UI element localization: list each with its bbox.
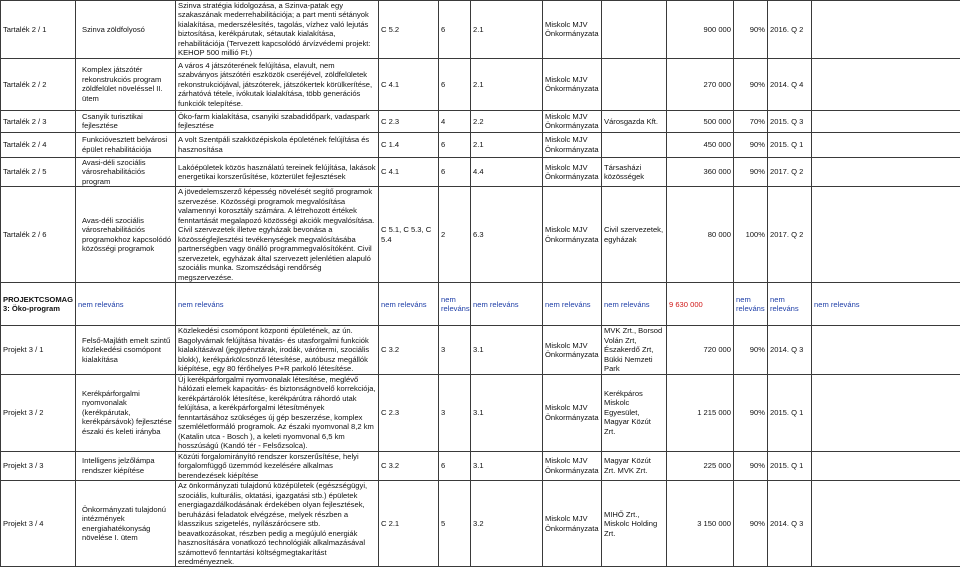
table-row (1, 58, 960, 110)
amount-cell: 900 000 (667, 1, 734, 59)
measure-cell: 3.1 (471, 326, 543, 374)
measure-cell: 2.1 (471, 58, 543, 110)
project-id-cell: Tartalék 2 / 2 (1, 58, 76, 110)
goal-cell: C 2.1 (379, 481, 439, 567)
partner-cell: MVK Zrt., Borsod Volán Zrt, Északerdő Zrt, Bükki Nemzeti Park (602, 326, 667, 374)
partner-cell: MIHŐ Zrt., Miskolc Holding Zrt. (602, 481, 667, 567)
share-cell: 90% (734, 132, 768, 157)
description-cell: A volt Szentpáli szakközépiskola épületének felújítása és hasznosítása (176, 132, 379, 157)
share-cell: 90% (734, 157, 768, 186)
project-name-cell: Avasi-déli szociális városrehabilitációs program (76, 157, 176, 186)
timing-cell: 2014. Q 4 (768, 58, 812, 110)
project-id-cell: Projekt 3 / 2 (1, 374, 76, 451)
measure-cell: 3.1 (471, 451, 543, 480)
owner-cell: Miskolc MJV Önkormányzata (543, 187, 602, 283)
extra-cell (812, 1, 960, 59)
partner-cell: Városgazda Kft. (602, 110, 667, 132)
table-row (1, 157, 960, 186)
share-cell: 70% (734, 110, 768, 132)
measure-cell: 2.1 (471, 1, 543, 59)
table-row (1, 132, 960, 157)
share-cell: 90% (734, 326, 768, 374)
project-name-cell: Felső-Majláth emelt szintű közlekedési csomópont kialakítása (76, 326, 176, 374)
measure-cell: 3.1 (471, 374, 543, 451)
partner-cell (602, 132, 667, 157)
description-cell: Közúti forgalomirányító rendszer korszerűsítése, helyi forgalomfüggő üzemmód kezelésére alkalmas berendezések kiépítése (176, 451, 379, 480)
description-cell: Lakóépületek közös használatú tereinek felújítása, lakások energetikai korszerűsítése, közterület fejlesztések (176, 157, 379, 186)
timing-cell: 2017. Q 2 (768, 187, 812, 283)
priority-cell: 3 (439, 374, 471, 451)
owner-cell: Miskolc MJV Önkormányzata (543, 110, 602, 132)
goal-cell: C 3.2 (379, 326, 439, 374)
short-cell: nem releváns (76, 283, 176, 326)
description-cell: A város 4 játszóterének felújítása, elavult, nem szabványos játszótéri eszközök cseréjével, zöldfelületek rekonstrukciójával, játszóterek, játszókertek körülkerítése, zárhatóvá tétele, ivókutak kialakítása, több generációs funkciók telepítése. (176, 58, 379, 110)
extra-cell (812, 326, 960, 374)
measure-cell: 4.4 (471, 157, 543, 186)
timing-cell: 2016. Q 2 (768, 1, 812, 59)
goal-cell: C 4.1 (379, 157, 439, 186)
partner-cell: Magyar Közút Zrt. MVK Zrt. (602, 451, 667, 480)
extra-cell (812, 187, 960, 283)
description-cell: Szinva stratégia kidolgozása, a Szinva-patak egy szakaszának mederrehabilitációja; a part menti sétányok kialakítása, mederszélesítés, tagolás, vízhez való lejutás biztosítása, kerékpárutak, sétautak kialakítása, rehabilitációja (Tervezett kapcsolódó árvízvédemi projekt: KEHOP 500 millió Ft.) (176, 1, 379, 59)
project-name-cell: Szinva zöldfolyosó (76, 1, 176, 59)
owner-cell: Miskolc MJV Önkormányzata (543, 132, 602, 157)
partner-cell: Civil szervezetek, egyházak (602, 187, 667, 283)
goal-cell: C 2.3 (379, 374, 439, 451)
partner-cell (602, 1, 667, 59)
timing-cell: 2014. Q 3 (768, 481, 812, 567)
timing-cell: nem releváns (768, 283, 812, 326)
priority-cell: 6 (439, 1, 471, 59)
owner-cell: Miskolc MJV Önkormányzata (543, 157, 602, 186)
owner-cell: Miskolc MJV Önkormányzata (543, 481, 602, 567)
table-row (1, 110, 960, 132)
project-id-cell: Tartalék 2 / 1 (1, 1, 76, 59)
extra-cell (812, 132, 960, 157)
project-id-cell: Projekt 3 / 1 (1, 326, 76, 374)
priority-cell: 4 (439, 110, 471, 132)
measure-cell: 2.1 (471, 132, 543, 157)
priority-cell: 3 (439, 326, 471, 374)
timing-cell: 2015. Q 1 (768, 451, 812, 480)
priority-cell: nem releváns (439, 283, 471, 326)
project-name-cell: Önkormányzati tulajdonú intézmények energiahatékonyság növelése I. ütem (76, 481, 176, 567)
table-row (1, 374, 960, 451)
project-name-cell: Kerékpárforgalmi nyomvonalak (kerékpárutak, kerékpársávok) fejlesztése északi és keleti irányba (76, 374, 176, 451)
project-id-cell: Projekt 3 / 3 (1, 451, 76, 480)
project-id-cell: Tartalék 2 / 3 (1, 110, 76, 132)
project-name-cell: Intelligens jelzőlámpa rendszer kiépítése (76, 451, 176, 480)
extra-cell (812, 451, 960, 480)
project-name-cell: Komplex játszótér rekonstrukciós program zöldfelület növeléssel II. ütem (76, 58, 176, 110)
description-cell: Az önkormányzati tulajdonú középületek (egészségügyi, szociális, kulturális, oktatási, igazgatási stb.) épületek energiagazdálkodásának érdekében olyan fejlesztések, beruházási feladatok elvégzése, melyek részben a klasszikus szigetelés, nyílászárócsere stb. beavatkozásokat, részben pedig a megújuló energiák hasznosítására vonatkozó technológiák alkalmazásával számottevő fenntartási költségmegtakarítást eredményeznek. (176, 481, 379, 567)
extra-cell (812, 58, 960, 110)
goal-cell: C 5.2 (379, 1, 439, 59)
owner-cell: Miskolc MJV Önkormányzata (543, 326, 602, 374)
amount-cell: 270 000 (667, 58, 734, 110)
measure-cell: 2.2 (471, 110, 543, 132)
package-header-row (1, 283, 960, 326)
timing-cell: 2017. Q 2 (768, 157, 812, 186)
desc-cell: nem releváns (176, 283, 379, 326)
project-name-cell: Funkcióvesztett belvárosi épület rehabilitációja (76, 132, 176, 157)
project-name-cell: Avas-déli szociális városrehabilitációs programokhoz kapcsolódó közösségi programok (76, 187, 176, 283)
amount-cell: 225 000 (667, 451, 734, 480)
timing-cell: 2014. Q 3 (768, 326, 812, 374)
share-cell: 90% (734, 481, 768, 567)
partner-cell: Társasházi közösségek (602, 157, 667, 186)
description-cell: Öko-farm kialakítása, csanyiki szabadidőpark, vadaspark fejlesztése (176, 110, 379, 132)
amount-cell: 1 215 000 (667, 374, 734, 451)
project-id-cell: Projekt 3 / 4 (1, 481, 76, 567)
extra-cell: nem releváns (812, 283, 960, 326)
priority-cell: 6 (439, 58, 471, 110)
goal-cell: nem releváns (379, 283, 439, 326)
project-name-cell: Csanyik turisztikai fejlesztése (76, 110, 176, 132)
description-cell: Új kerékpárforgalmi nyomvonalak létesítése, meglévő hálózati elemek kapacitás- és biztonságnövelő korrekciója, kerékpártárolók létesítése, kerékpárútra ráhordó utak felújítása, a kerékpárforgalmi létesítmények fenntartásához szükséges új gép beszerzése, komplex szemléletformáló programok. Az északi nyomvonal 8,2 km (Katalin utca - Bosch ), a keleti nyomvonal 6,5 km hosszúságú (Kandó tér - Felsőzsolca). (176, 374, 379, 451)
priority-cell: 6 (439, 132, 471, 157)
project-id-cell: Tartalék 2 / 4 (1, 132, 76, 157)
priority-cell: 2 (439, 187, 471, 283)
amount-cell: 360 000 (667, 157, 734, 186)
owner-cell: Miskolc MJV Önkormányzata (543, 1, 602, 59)
description-cell: A jövedelemszerző képesség növelését segítő programok szervezése. Közösségi programok megvalósítása valamennyi korosztály számára. A létrehozott értékek fenntartását megalapozó közösségi akciók megvalósítása. Civil szervezetek illetve egyházak bevonása a közösségfejlesztési tevékenységek megvalósításába partnerségben vagy önálló programmegvalósítóként. Civil szervezetek, egyházak által szervezett jelenlétien alapuló szociális munka. Szomszédsági rendőrség megszervezése. (176, 187, 379, 283)
goal-cell: C 5.1, C 5.3, C 5.4 (379, 187, 439, 283)
partner-cell (602, 58, 667, 110)
goal-cell: C 3.2 (379, 451, 439, 480)
share-cell: 90% (734, 374, 768, 451)
owner-cell: Miskolc MJV Önkormányzata (543, 58, 602, 110)
measure-cell: 6.3 (471, 187, 543, 283)
measure-cell: 3.2 (471, 481, 543, 567)
table-row (1, 326, 960, 374)
table-row (1, 187, 960, 283)
amount-cell: 3 150 000 (667, 481, 734, 567)
package-title-cell: PROJEKTCSOMAG 3: Öko-program (1, 283, 76, 326)
timing-cell: 2015. Q 3 (768, 110, 812, 132)
priority-cell: 5 (439, 481, 471, 567)
partner-cell: Kerékpáros Miskolc Egyesület, Magyar Közút Zrt. (602, 374, 667, 451)
timing-cell: 2015. Q 1 (768, 132, 812, 157)
extra-cell (812, 374, 960, 451)
share-cell: nem releváns (734, 283, 768, 326)
share-cell: 90% (734, 451, 768, 480)
project-id-cell: Tartalék 2 / 6 (1, 187, 76, 283)
goal-cell: C 4.1 (379, 58, 439, 110)
amount-cell: 720 000 (667, 326, 734, 374)
share-cell: 90% (734, 58, 768, 110)
owner-cell: Miskolc MJV Önkormányzata (543, 451, 602, 480)
owner-cell: Miskolc MJV Önkormányzata (543, 374, 602, 451)
measure-cell: nem releváns (471, 283, 543, 326)
table-row (1, 1, 960, 59)
share-cell: 100% (734, 187, 768, 283)
table-row (1, 451, 960, 480)
priority-cell: 6 (439, 157, 471, 186)
amount-cell: 80 000 (667, 187, 734, 283)
amount-cell: 450 000 (667, 132, 734, 157)
goal-cell: C 1.4 (379, 132, 439, 157)
extra-cell (812, 481, 960, 567)
owner-cell: nem releváns (543, 283, 602, 326)
amount-cell: 500 000 (667, 110, 734, 132)
share-cell: 90% (734, 1, 768, 59)
description-cell: Közlekedési csomópont központi épületének, az ún. Bagolyvárnak felújítása hivatás- és utasforgalmi funkciók kialakításával (jegypénztárak, irodák, várótermi, szociális blokk), kerékpárkölcsönző létesítése, autóbusz megállók kiépítése, egy 80 férőhelyes P+R parkoló létesítése. (176, 326, 379, 374)
amount-cell: 9 630 000 (667, 283, 734, 326)
priority-cell: 6 (439, 451, 471, 480)
goal-cell: C 2.3 (379, 110, 439, 132)
project-id-cell: Tartalék 2 / 5 (1, 157, 76, 186)
timing-cell: 2015. Q 1 (768, 374, 812, 451)
extra-cell (812, 110, 960, 132)
extra-cell (812, 157, 960, 186)
table-row (1, 481, 960, 567)
partner-cell: nem releváns (602, 283, 667, 326)
